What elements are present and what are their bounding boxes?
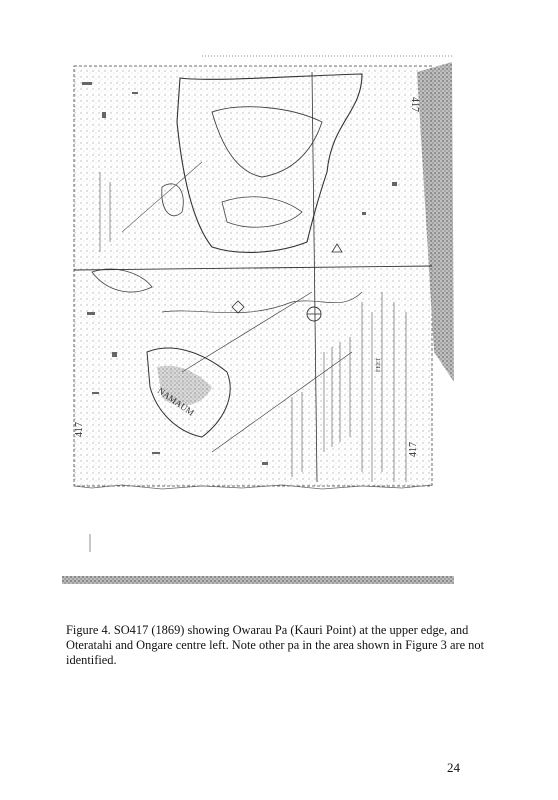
map-sheet-number-left: 417 bbox=[74, 422, 85, 437]
map-side-label: NAMAUM bbox=[155, 385, 197, 418]
survey-map-image bbox=[62, 52, 456, 592]
page-number: 24 bbox=[447, 760, 460, 775]
figure-caption: Figure 4. SO417 (1869) showing Owarau Pa (Kauri Point) at the upper edge, and Oteratahi and Ongare centre left. Note other pa in the area shown in Figure 3 are not identified. bbox=[66, 623, 485, 667]
scanned-map-frame bbox=[62, 52, 456, 592]
map-scale-label: FEET bbox=[376, 357, 382, 372]
map-sheet-number-top: 417 bbox=[409, 97, 420, 112]
map-sheet-number-bottom: 417 bbox=[408, 442, 419, 457]
